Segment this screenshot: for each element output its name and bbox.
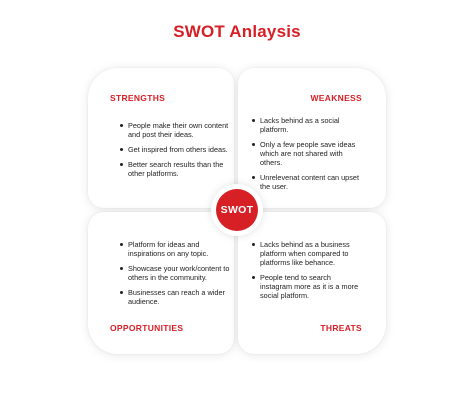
strengths-point: Better search results than the other platforms. xyxy=(119,160,231,178)
strengths-point: Get inspired from others ideas. xyxy=(119,145,231,154)
threats-list xyxy=(251,240,365,306)
opportunities-point: Businesses can reach a wider audience. xyxy=(119,288,231,306)
strengths-label: STRENGTHS xyxy=(110,93,166,103)
opportunities-point: Showcase your work/content to others in the community. xyxy=(119,264,231,282)
threats-point: People tend to search instagram more as it is a more social platform. xyxy=(251,273,365,300)
center-swot-badge: SWOT xyxy=(216,189,258,231)
weakness-label: WEAKNESS xyxy=(310,93,362,103)
weakness-list xyxy=(251,116,363,197)
strengths-point: People make their own content and post their ideas. xyxy=(119,121,231,139)
weakness-point: Lacks behind as a social platform. xyxy=(251,116,363,134)
strengths-list xyxy=(119,121,231,184)
threats-label: THREATS xyxy=(320,323,362,333)
page-title: SWOT Anlaysis xyxy=(173,22,301,41)
weakness-point: Only a few people save ideas which are not shared with others. xyxy=(251,140,363,167)
threats-point: Lacks behind as a business platform when compared to platforms like behance. xyxy=(251,240,365,267)
weakness-point: Unrelevenat content can upset the user. xyxy=(251,173,363,191)
opportunities-point: Platform for ideas and inspirations on any topic. xyxy=(119,240,231,258)
opportunities-label: OPPORTUNITIES xyxy=(110,323,184,333)
opportunities-list xyxy=(119,240,231,312)
